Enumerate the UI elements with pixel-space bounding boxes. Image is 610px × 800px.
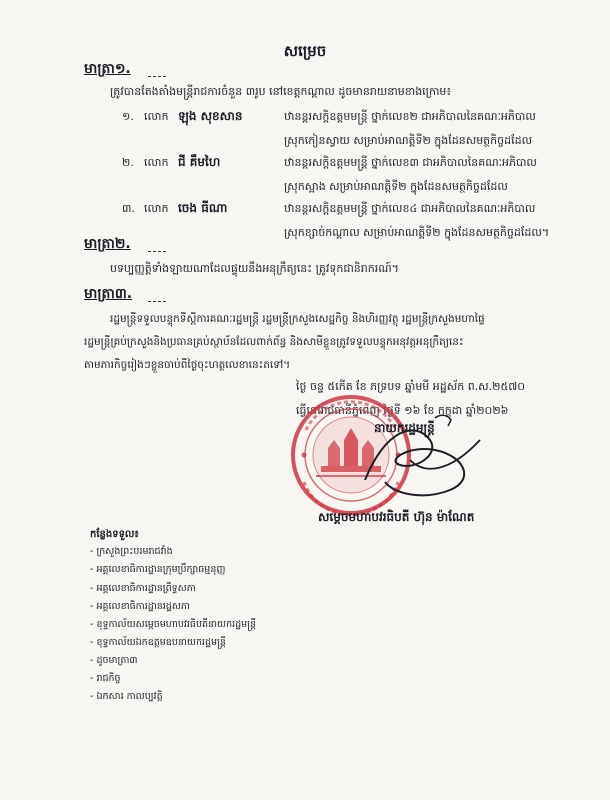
lunar-date-line: ថ្ងៃ ចន្ទ ៥កើត ខែ ភទ្របទ ឆ្នាំមមី អដ្ឋស័ក ព.ស.២៥៧០ <box>296 380 526 393</box>
person-3-line-2: ស្រុកខ្សាច់កណ្តាល សម្រាប់អាណត្តិទី២ ក្នុងដែនសមត្ថកិច្ចដដែល។ <box>284 226 550 239</box>
dash-line <box>148 76 166 77</box>
recipient-item: - ខុទ្ទកាល័យសម្តេចមហាបវរធិបតីនាយករដ្ឋមន្ត្រី <box>90 619 257 630</box>
signatory-name: សម្តេចមហាបវរធិបតី ហ៊ុន ម៉ាណែត <box>318 510 475 524</box>
person-1-line-2: ស្រុកកៀនស្វាយ សម្រាប់អាណត្តិទី២ ក្នុងដែនសមត្ថកិច្ចដដែល <box>284 134 533 147</box>
article-3-line-3: តាមភារកិច្ចរៀងៗខ្លួនចាប់ពីថ្ងៃចុះហត្ថលេខានេះតទៅ។ <box>84 359 291 371</box>
recipient-item: - ដូចមាត្រា៣ <box>90 655 138 666</box>
person-1-name: ឡុង សុខសាន <box>178 109 243 123</box>
recipient-item: - អគ្គលេខាធិការដ្ឋានរដ្ឋសភា <box>90 601 190 612</box>
recipient-item: - ឯកសារ កាលប្បវត្តិ <box>90 691 163 702</box>
dash-line <box>148 251 166 252</box>
person-3-name: ចេង ធីណា <box>178 201 228 215</box>
article-2-text: បទប្បញ្ញត្តិទាំងឡាយណាដែលផ្ទុយនឹងអនុក្រឹត្យនេះ ត្រូវទុកជានិរាករណ៍។ <box>110 262 399 275</box>
person-2-name: ជី គឹមហៃ <box>178 155 221 169</box>
person-2-prefix: លោក <box>144 156 169 169</box>
recipient-item: - អគ្គលេខាធិការដ្ឋានក្រុមប្រឹក្សាធម្មនុញ្ញ <box>90 564 226 575</box>
person-3-line-1: ឋានន្តរសក្តិឧត្តមមន្ត្រី ថ្នាក់លេខ៤ ជាអភិបាលនៃគណៈអភិបាល <box>284 202 536 215</box>
article-3-heading: មាត្រា៣. <box>84 286 133 302</box>
article-1-intro: ត្រូវបានតែងតាំងមន្ត្រីរាជការចំនួន ៣រូប នៅខេត្តកណ្តាល ដូចមានរាយនាមខាងក្រោម៖ <box>110 85 452 98</box>
person-3-prefix: លោក <box>144 202 169 215</box>
person-1-number: ១. <box>122 110 134 123</box>
recipient-item: - ក្រសួងព្រះបរមរាជវាំង <box>90 546 173 557</box>
recipient-item: - អគ្គលេខាធិការដ្ឋានព្រឹទ្ធសភា <box>90 583 196 594</box>
signatory-title: នាយករដ្ឋមន្ត្រី <box>374 421 435 435</box>
article-1-heading: មាត្រា១. <box>84 61 131 77</box>
person-1-line-1: ឋានន្តរសក្តិឧត្តមមន្ត្រី ថ្នាក់លេខ២ ជាអភិបាលនៃគណៈអភិបាល <box>284 110 536 123</box>
person-2-line-1: ឋានន្តរសក្តិឧត្តមមន្ត្រី ថ្នាក់លេខ៣ ជាអភិបាលនៃគណៈអភិបាល <box>284 156 537 169</box>
signature-icon <box>355 410 495 510</box>
recipient-item: - ខុទ្ទកាល័យឯកឧត្តមឧបនាយករដ្ឋមន្ត្រី <box>90 637 226 648</box>
person-3-number: ៣. <box>122 202 135 215</box>
recipient-item: - រាជកិច្ច <box>90 673 121 684</box>
person-1-prefix: លោក <box>144 110 169 123</box>
dash-line <box>148 301 166 302</box>
article-3-line-1: រដ្ឋមន្ត្រីទទួលបន្ទុកទីស្តីការគណៈរដ្ឋមន្ត្រី រដ្ឋមន្ត្រីក្រសួងសេដ្ឋកិច្ច និងហិរញ្ញវត្ថុ រដ្ឋមន្ត្រីក្រសួងមហាផ្ទៃ <box>110 313 485 325</box>
person-2-line-2: ស្រុកស្អាង សម្រាប់អាណត្តិទី២ ក្នុងដែនសមត្ថកិច្ចដដែល <box>284 180 508 193</box>
recipients-heading: កន្លែងទទួល៖ <box>90 529 139 540</box>
article-3-line-2: រដ្ឋមន្ត្រីគ្រប់ក្រសួងនិងប្រធានគ្រប់ស្ថាប័នដែលពាក់ព័ន្ធ និងសាមីខ្លួនត្រូវទទួលបន្ទុកអនុវត្តអនុក្រឹត្យនេះ <box>84 336 464 348</box>
document-title: សម្រេច <box>283 42 327 60</box>
solar-date-line: ធ្វើនៅរាជធានីភ្នំពេញ ថ្ងៃទី ១៦ ខែ កក្កដា ឆ្នាំ២០២៦ <box>296 404 509 417</box>
person-2-number: ២. <box>122 156 134 169</box>
article-2-heading: មាត្រា២. <box>84 236 131 252</box>
